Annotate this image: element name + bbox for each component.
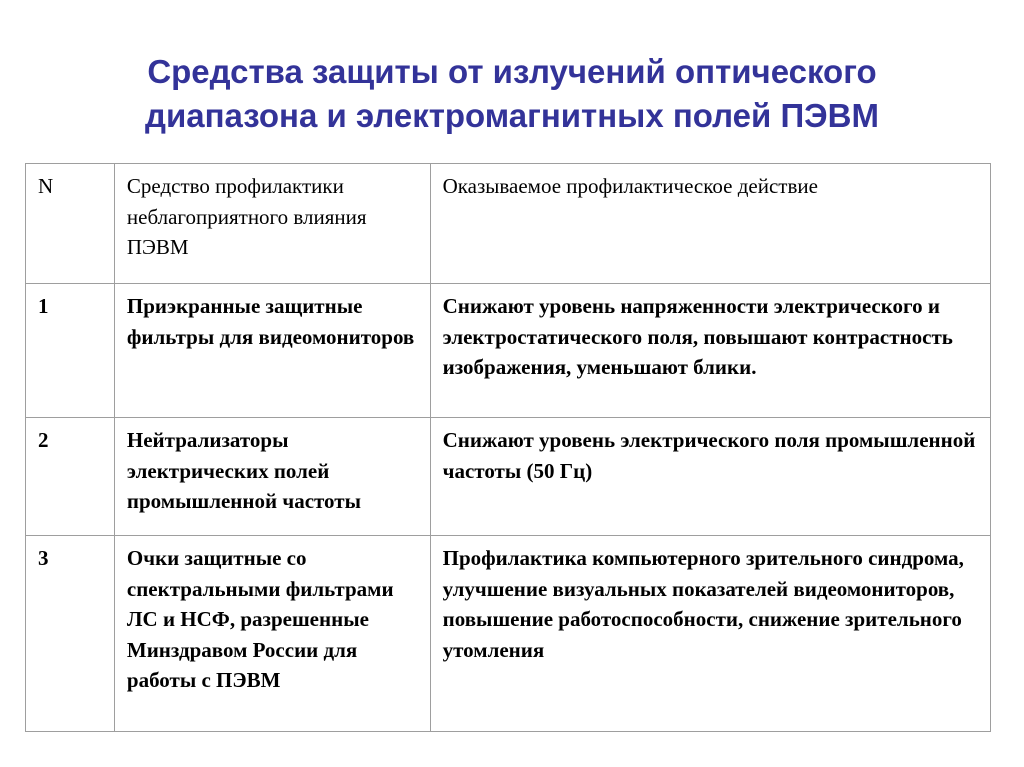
- page-title: [0, 50, 1024, 138]
- table-row: [26, 284, 991, 418]
- row-number-cell: 2: [26, 418, 115, 536]
- effect-cell: Профилактика компьютерного зрительного синдрома, улучшение визуальных показателей видеомониторов, повышение работоспособности, снижение зрительного утомления: [430, 536, 990, 732]
- protection-means-table: [25, 163, 991, 732]
- page-title-line-1: Средства защиты от излучений оптического: [147, 53, 877, 90]
- effect-cell: Снижают уровень напряженности электрического и электростатического поля, повышают контрастность изображения, уменьшают блики.: [430, 284, 990, 418]
- header-cell-num: N: [26, 164, 115, 284]
- table-header-row: [26, 164, 991, 284]
- means-cell: Нейтрализаторы электрических полей промышленной частоты: [114, 418, 430, 536]
- row-number-cell: 3: [26, 536, 115, 732]
- means-cell: Очки защитные со спектральными фильтрами ЛС и НСФ, разрешенные Минздравом России для работы с ПЭВМ: [114, 536, 430, 732]
- means-cell: Приэкранные защитные фильтры для видеомониторов: [114, 284, 430, 418]
- effect-cell: Снижают уровень электрического поля промышленной частоты (50 Гц): [430, 418, 990, 536]
- table-row: [26, 536, 991, 732]
- page-title-line-2: диапазона и электромагнитных полей ПЭВМ: [145, 97, 879, 134]
- header-cell-means: Средство профилактики неблагоприятного влияния ПЭВМ: [114, 164, 430, 284]
- row-number-cell: 1: [26, 284, 115, 418]
- table-row: [26, 418, 991, 536]
- header-cell-effect: Оказываемое профилактическое действие: [430, 164, 990, 284]
